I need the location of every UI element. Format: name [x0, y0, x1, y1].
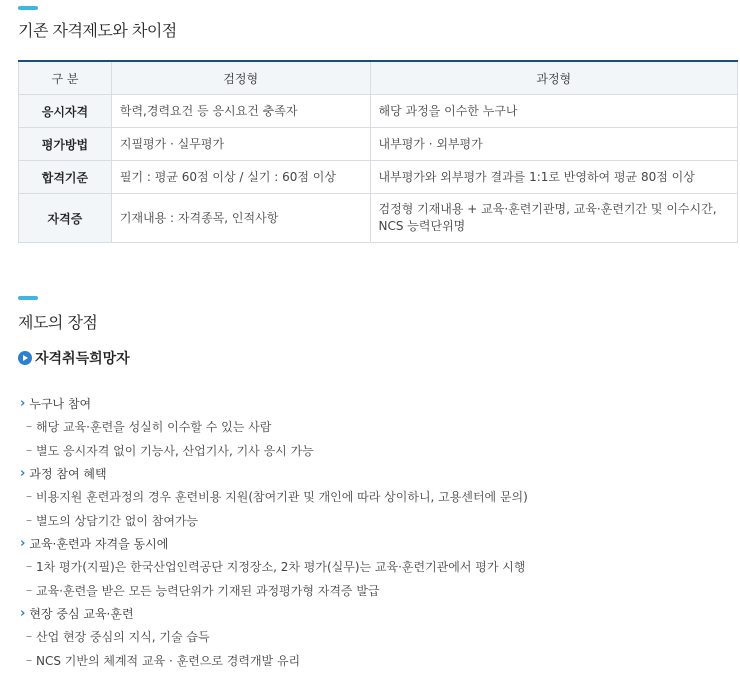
cell-exam: 기재내용 : 자격종목, 인적사항: [111, 194, 370, 243]
subheading-applicants: [18, 348, 130, 368]
list-item-text: 해당 교육·훈련을 성실히 이수할 수 있는 사람: [36, 419, 272, 434]
list-item: [20, 414, 730, 438]
list-item: [20, 508, 730, 532]
cell-exam: 학력,경력요건 등 응시요건 충족자: [111, 95, 370, 128]
benefit-group-title: [20, 462, 730, 484]
section-accent-bar: [18, 6, 38, 10]
list-item: [20, 578, 730, 602]
dash-icon: –: [26, 513, 32, 527]
row-label: 응시자격: [19, 95, 112, 128]
table-row: [19, 128, 738, 161]
benefit-group-label: 교육·훈련과 자격을 동시에: [29, 536, 169, 551]
cell-course: 해당 과정을 이수한 누구나: [370, 95, 737, 128]
cell-exam: 지필평가 · 실무평가: [111, 128, 370, 161]
row-label: 자격증: [19, 194, 112, 243]
chevron-right-icon: ›: [20, 605, 26, 621]
benefit-group-label: 과정 참여 혜택: [29, 466, 107, 481]
cell-exam: 필기 : 평균 60점 이상 / 실기 : 60점 이상: [111, 161, 370, 194]
dash-icon: –: [26, 559, 32, 573]
chevron-right-icon: ›: [20, 395, 26, 411]
section-title-advantages: 제도의 장점: [18, 313, 98, 332]
benefit-group-title: [20, 532, 730, 554]
table-header-exam-type: 검정형: [111, 61, 370, 95]
list-item: [20, 648, 730, 672]
row-label: 합격기준: [19, 161, 112, 194]
list-item-text: 교육·훈련을 받은 모든 능력단위가 기재된 과정평가형 자격증 발급: [36, 583, 380, 598]
dash-icon: –: [26, 653, 32, 667]
cell-course: 내부평가 · 외부평가: [370, 128, 737, 161]
benefit-group-label: 누구나 참여: [29, 396, 92, 411]
chevron-right-icon: ›: [20, 465, 26, 481]
list-item-text: 별도 응시자격 없이 기능사, 산업기사, 기사 응시 가능: [36, 443, 314, 458]
section-title-differences: 기존 자격제도와 차이점: [18, 21, 177, 40]
list-item-text: NCS 기반의 체계적 교육 · 훈련으로 경력개발 유리: [36, 653, 301, 668]
list-item-text: 비용지원 훈련과정의 경우 훈련비용 지원(참여기관 및 개인에 따라 상이하니, 고용센터에 문의): [36, 489, 528, 504]
table-header-course-type: 과정형: [370, 61, 737, 95]
list-item: [20, 484, 730, 508]
list-item: [20, 438, 730, 462]
comparison-table: [18, 60, 738, 243]
list-item: [20, 554, 730, 578]
dash-icon: –: [26, 443, 32, 457]
dash-icon: –: [26, 629, 32, 643]
list-item-text: 1차 평가(지필)은 한국산업인력공단 지정장소, 2차 평가(실무)는 교육·훈련기관에서 평가 시행: [36, 559, 526, 574]
list-item-text: 별도의 상담기간 없이 참여가능: [36, 513, 199, 528]
section-accent-bar: [18, 296, 38, 300]
cell-course: 내부평가와 외부평가 결과를 1:1로 반영하여 평균 80점 이상: [370, 161, 737, 194]
dash-icon: –: [26, 583, 32, 597]
table-header-category: 구 분: [19, 61, 112, 95]
benefit-group: [20, 462, 730, 532]
benefit-group: [20, 532, 730, 602]
cell-course: 검정형 기재내용 + 교육·훈련기관명, 교육·훈련기간 및 이수시간, NCS 능력단위명: [370, 194, 737, 243]
benefit-group-label: 현장 중심 교육·훈련: [29, 606, 134, 621]
list-item-text: 산업 현장 중심의 지식, 기술 습득: [36, 629, 210, 644]
dash-icon: –: [26, 419, 32, 433]
table-row: [19, 194, 738, 243]
table-row: [19, 161, 738, 194]
row-label: 평가방법: [19, 128, 112, 161]
benefit-group-title: [20, 392, 730, 414]
benefit-group: [20, 392, 730, 462]
list-item: [20, 624, 730, 648]
subheading-label: 자격취득희망자: [35, 351, 130, 367]
chevron-right-icon: ›: [20, 535, 26, 551]
benefit-group: [20, 602, 730, 672]
dash-icon: –: [26, 489, 32, 503]
table-row: [19, 95, 738, 128]
benefits-list: [20, 392, 730, 672]
play-circle-icon: [18, 351, 32, 365]
benefit-group-title: [20, 602, 730, 624]
